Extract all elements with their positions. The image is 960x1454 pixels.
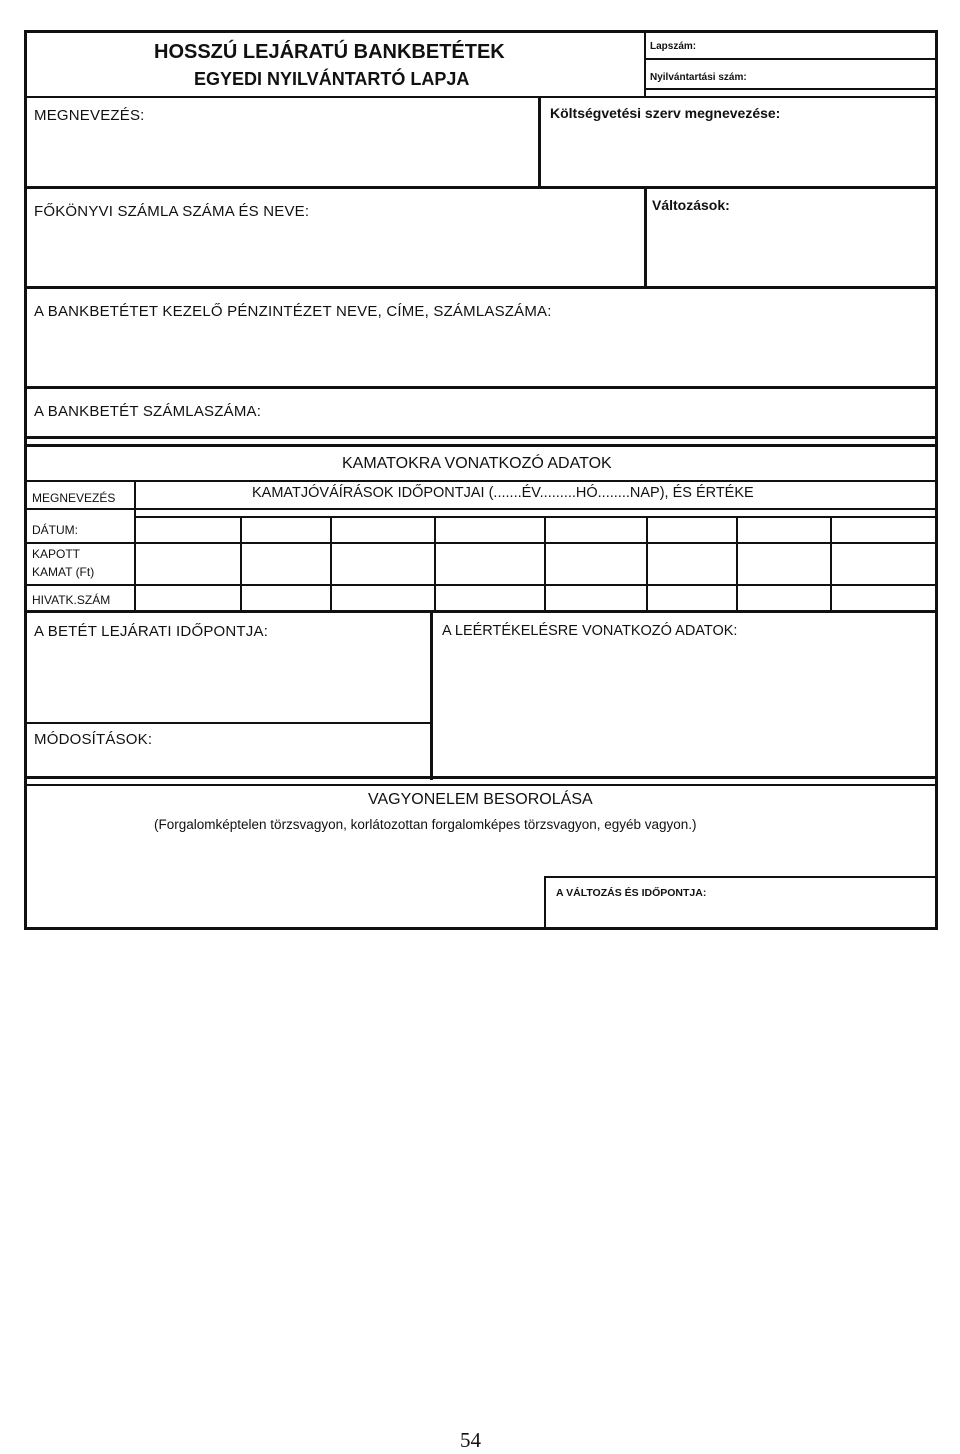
row-label-kamat: KAMAT (Ft)	[32, 565, 95, 579]
row-label-hivatk: HIVATK.SZÁM	[32, 593, 111, 607]
form-card	[24, 30, 938, 930]
lower-bottom-line-b	[24, 784, 936, 786]
modositasok-label: MÓDOSÍTÁSOK:	[34, 731, 153, 748]
lapszam-label: Lapszám:	[650, 41, 697, 52]
valtozas-box-top	[544, 876, 936, 878]
fokonyvi-divider	[644, 188, 647, 288]
megnevezes-divider	[538, 96, 541, 188]
valtozas-box-label: A VÁLTOZÁS ÉS IDŐPONTJA:	[556, 887, 707, 899]
interest-row-line-2	[24, 542, 936, 544]
koltsegvetesi-label: Költségvetési szerv megnevezése:	[550, 105, 781, 121]
valtozasok-label: Változások:	[652, 197, 730, 213]
valtozas-box-left	[544, 876, 546, 928]
interest-row-line-4	[24, 610, 936, 613]
lower-bottom-line	[24, 776, 936, 779]
section-line-3	[24, 386, 936, 389]
row-label-divider	[134, 480, 136, 610]
leertekeles-label: A LEÉRTÉKELÉSRE VONATKOZÓ ADATOK:	[442, 623, 738, 639]
section-line-4b	[24, 444, 936, 447]
grid-col-3	[434, 516, 436, 610]
section-line-2	[24, 286, 936, 289]
section-line-1	[24, 186, 936, 189]
form-title: HOSSZÚ LEJÁRATÚ BANKBETÉTEK	[154, 41, 505, 63]
grid-col-5	[646, 516, 648, 610]
interest-title-line	[24, 480, 936, 482]
bank-kezelo-label: A BANKBETÉTET KEZELŐ PÉNZINTÉZET NEVE, CÍME, SZÁMLASZÁMA:	[34, 303, 552, 320]
form-subtitle: EGYEDI NYILVÁNTARTÓ LAPJA	[194, 69, 470, 89]
megnevezes-col-label: MEGNEVEZÉS	[32, 491, 116, 505]
grid-col-2	[330, 516, 332, 610]
lejarati-label: A BETÉT LEJÁRATI IDŐPONTJA:	[34, 623, 269, 640]
grid-col-1	[240, 516, 242, 610]
interest-row-line-3	[24, 584, 936, 586]
grid-col-6	[736, 516, 738, 610]
bank-szamla-label: A BANKBETÉT SZÁMLASZÁMA:	[34, 403, 262, 420]
row-label-datum: DÁTUM:	[32, 523, 78, 537]
fokonyvi-label: FŐKÖNYVI SZÁMLA SZÁMA ÉS NEVE:	[34, 203, 310, 220]
nyilvantartasi-label: Nyilvántartási szám:	[650, 72, 747, 83]
lejarati-bottom-line	[24, 722, 432, 724]
header-bottom-line	[24, 96, 936, 98]
grid-col-4	[544, 516, 546, 610]
border-top	[24, 30, 936, 33]
page-number: 54	[460, 1428, 481, 1452]
vagyonelem-title: VAGYONELEM BESOROLÁSA	[368, 791, 593, 808]
interest-section-title: KAMATOKRA VONATKOZÓ ADATOK	[342, 455, 612, 472]
lower-divider	[430, 612, 433, 780]
grid-col-7	[830, 516, 832, 610]
interest-row-line-1b	[134, 516, 936, 518]
nyilvantartasi-line	[644, 88, 936, 90]
interest-subtitle: KAMATJÓVÁÍRÁSOK IDŐPONTJAI (.......ÉV.........HÓ........NAP), ÉS ÉRTÉKE	[252, 485, 754, 501]
lapszam-line	[644, 58, 936, 60]
vagyonelem-subtitle: (Forgalomképtelen törzsvagyon, korlátozottan forgalomképes törzsvagyon, egyéb vagyon.)	[154, 817, 697, 832]
interest-row-line-1	[24, 508, 936, 510]
section-line-4	[24, 436, 936, 439]
border-bottom	[24, 927, 938, 930]
row-label-kapott: KAPOTT	[32, 547, 81, 561]
megnevezes-label: MEGNEVEZÉS:	[34, 107, 145, 124]
